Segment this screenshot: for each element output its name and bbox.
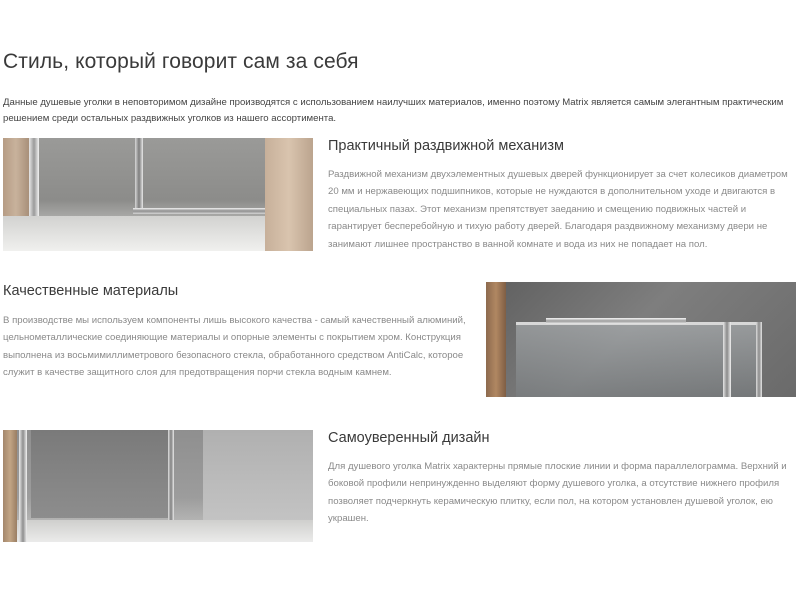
section-title-mechanism: Практичный раздвижной механизм bbox=[328, 138, 564, 154]
section-title-materials: Качественные материалы bbox=[3, 283, 179, 299]
intro-text: Данные душевые уголки в неповторимом дизайне производятся с использованием наилучших материалов, именно поэтому Matrix является самым элегантным практическим решением среди остальных раздвижных уголков из нашего ассортимента. bbox=[3, 97, 784, 124]
section-body-design: Для душевого уголка Matrix характерны прямые плоские линии и форма параллелограмма. Верхний и боковой профили непринужденно выделяют форму душевого уголка, а отсутствие нижнего профиля позволяет подчеркнуть керамическую плитку, если пол, на котором установлен душевой уголок, ею украшен. bbox=[328, 461, 787, 525]
section-body-materials: В производстве мы используем компоненты лишь высокого качества - самый качественный алюминий, цельнометаллические соединяющие материалы и опорные элементы с покрытием хром. Конструкция выполнена из восьмимиллиметрового безопасного стекла, обработанного средством AntiCalc, которое служит в качестве защитного слоя для предотвращения порчи стекла водным камнем. bbox=[3, 315, 466, 379]
design-photo bbox=[3, 430, 313, 542]
sliding-mechanism-photo bbox=[3, 138, 313, 251]
section-title-design: Самоуверенный дизайн bbox=[328, 430, 490, 446]
materials-photo bbox=[486, 282, 796, 397]
page-title: Стиль, который говорит сам за себя bbox=[3, 50, 359, 73]
section-body-mechanism: Раздвижной механизм двухэлементных душевых дверей функционирует за счет колесиков диаметром 20 мм и нержавеющих подшипников, которые не нуждаются в дополнительном уходе и двигаются в специальных пазах. Этот механизм препятствует заеданию и смещению подвижных частей и гарантирует бесперебойную и тихую работу дверей. Благодаря раздвижному механизму двери не занимают лишнее пространство в ванной комнате и вода из них не попадает на пол. bbox=[328, 169, 788, 250]
